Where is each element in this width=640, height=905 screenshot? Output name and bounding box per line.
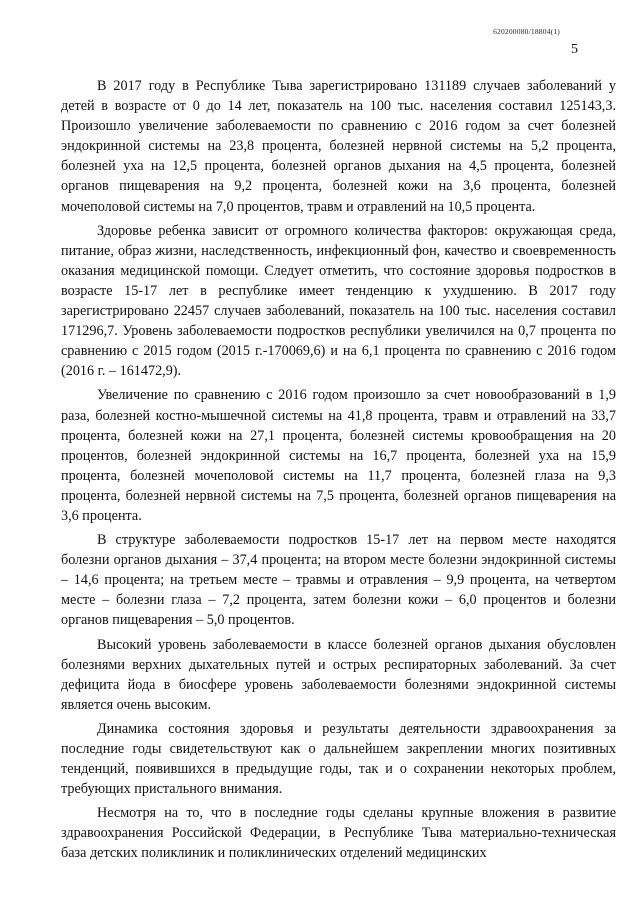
paragraph-health-dynamics: Динамика состояния здоровья и результаты деятельности здравоохранения за последние годы свидетельствуют как о дальнейшем закреплении многих позитивных тенденций, появившихся в предыдущие годы, так и о сохранении некоторых проблем, требующих пристального внимания. <box>61 720 616 798</box>
document-id: 620200080/18804(1) <box>493 27 560 36</box>
paragraph-child-health-factors: Здоровье ребенка зависит от огромного количества факторов: окружающая среда, питание, образ жизни, наследственность, инфекционный фон, качество и своевременность оказания медицинской помощи. Следует отметить, что состояние здоровья подростков в возрасте 15-17 лет в республике имеет тенденцию к ухудшению. В 2017 году зарегистрировано 22457 случаев заболеваний, показатель на 100 тыс. населения составил 171296,7. Уровень заболеваемости подростков республики увеличился на 0,7 процента по сравнению с 2015 годом (2015 г.-170069,6) и на 6,1 процента по сравнению с 2016 годом (2016 г. – 161472,9). <box>61 222 616 380</box>
paragraph-healthcare-investment: Несмотря на то, что в последние годы сделаны крупные вложения в развитие здравоохранения Российской Федерации, в Республике Тыва материально-техническая база детских поликлиник и поликлинических отделений медицинских <box>61 805 616 862</box>
paragraph-morbidity-structure: В структуре заболеваемости подростков 15-17 лет на первом месте находятся болезни органов дыхания – 37,4 процента; на втором месте болезни эндокринной системы – 14,6 процента; на третьем месте – травмы и отравления – 9,9 процента, на четвертом месте – болезни глаза – 7,2 процента, затем болезни кожи – 6,0 процентов и болезни органов пищеварения – 5,0 процентов. <box>61 532 616 629</box>
paragraph-child-morbidity-2017: В 2017 году в Республике Тыва зарегистрировано 131189 случаев заболеваний у детей в возрасте от 0 до 14 лет, показатель на 100 тыс. населения составил 125143,3. Произошло увеличение заболеваемости по сравнению с 2016 годом за счет болезней эндокринной системы на 23,8 процента, болезней нервной системы на 5,2 процента, болезней уха на 12,5 процента, болезней органов дыхания на 4,5 процента, болезней органов пищеварения на 9,2 процента, болезней кожи на 3,6 процента, болезней мочеполовой системы на 7,0 процентов, травм и отравлений на 10,5 процента. <box>61 78 616 215</box>
page-number: 5 <box>571 42 578 57</box>
paragraph-respiratory-endocrine: Высокий уровень заболеваемости в классе болезней органов дыхания обусловлен болезнями верхних дыхательных путей и острых респираторных заболеваний. За счет дефицита йода в биосфере уровень заболеваемости болезнями эндокринной системы является очень высоким. <box>61 636 616 713</box>
paragraph-increase-causes: Увеличение по сравнению с 2016 годом произошло за счет новообразований в 1,9 раза, болезней костно-мышечной системы на 41,8 процента, травм и отравлений на 33,7 процента, болезней кожи на 27,1 процента, болезней системы кровообращения на 20 процентов, болезней эндокринной системы на 16,7 процента, болезней уха на 15,9 процента, болезней мочеполовой системы на 11,7 процента, болезней глаза на 9,3 процента, болезней нервной системы на 7,5 процента, болезней органов пищеварения на 3,6 процента. <box>61 387 616 524</box>
document-body <box>61 76 616 864</box>
